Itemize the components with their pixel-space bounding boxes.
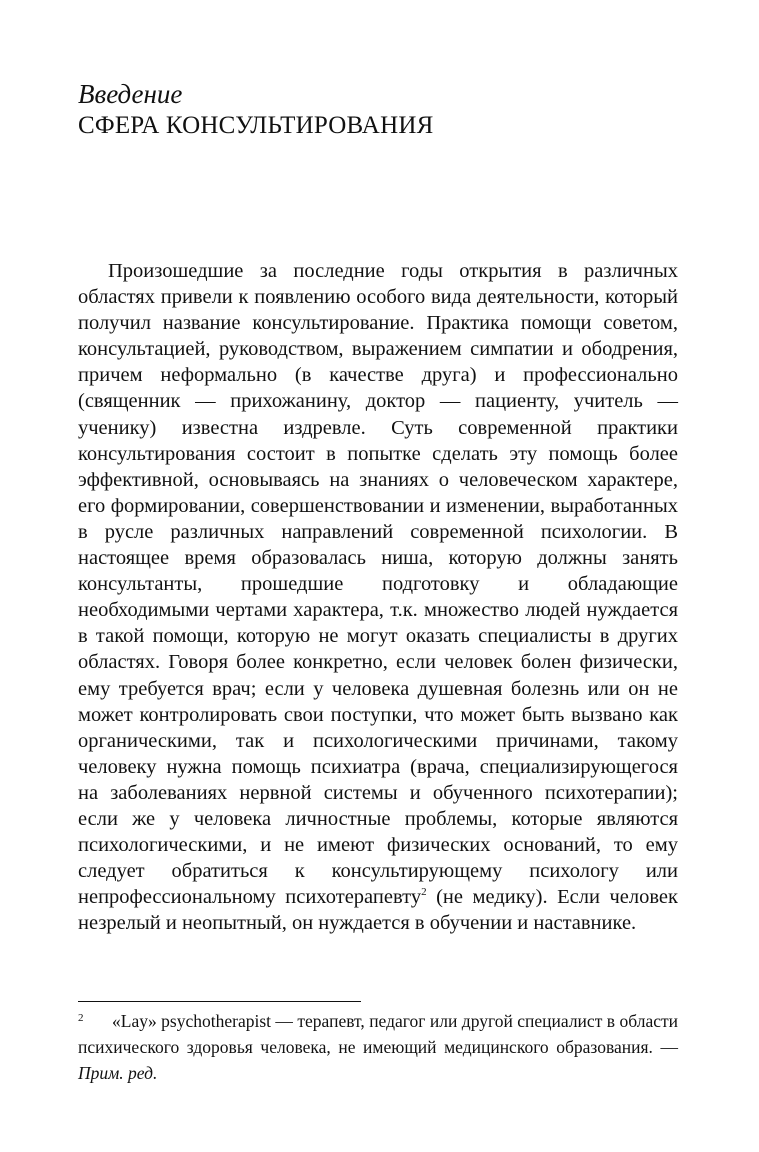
body-text-part-2: (не медику). Если человек незрелый и неопытный, он нуждается в обучении и наставнике. bbox=[78, 886, 678, 935]
footnote-editor-note: Прим. ред. bbox=[78, 1063, 158, 1083]
footnote-reference: 2 bbox=[421, 886, 427, 899]
chapter-label: Введение bbox=[78, 79, 183, 109]
footnote: 2 «Lay» psychotherapist — терапевт, педагог или другой специалист в области психического здоровья человека, не имеющий медицинского образования. — Прим. ред. bbox=[78, 1011, 678, 1083]
body-paragraph bbox=[78, 258, 678, 936]
body-text-part-1: Произошедшие за последние годы открытия в различных областях привели к появлению особого вида деятельности, который получил название консультирование. Практика помощи советом, консультацией, руководством, выражением симпатии и ободрения, причем неформально (в качестве друга) и профессионально (священник — прихожанину, доктор — пациенту, учитель — ученику) известна издревле. Суть современной практики консультирования состоит в попытке сделать эту помощь более эффективной, основываясь на знаниях о человеческом характере, его формировании, совершенствовании и изменении, выработанных в русле различных направлений современной психологии. В настоящее время образовалась ниша, которую должны занять консультанты, прошедшие подготовку и обладающие необходимыми чертами характера, т.к. множество людей нуждается в такой помощи, которую не могут оказать специалисты в других областях. Говоря более конкретно, если человек болен физически, ему требуется врач; если у человека душевная болезнь или он не может контролировать свои поступки, что может быть вызвано как органическими, так и психологическими причинами, такому человеку нужна помощь психиатра (врача, специализирующегося на заболеваниях нервной системы и обученного психотерапии); если же у человека личностные проблемы, которые являются психологическими, и не имеют физических оснований, то ему следует обратиться к консультирующему психологу или непрофессиональному психотерапевту bbox=[78, 260, 678, 909]
footnote-divider bbox=[78, 1001, 361, 1002]
book-page bbox=[78, 0, 678, 1152]
chapter-title: СФЕРА КОНСУЛЬТИРОВАНИЯ bbox=[78, 112, 434, 139]
footnote-text: «Lay» psychotherapist — терапевт, педагог или другой специалист в области психического здоровья человека, не имеющий медицинского образования. — bbox=[78, 1011, 678, 1057]
